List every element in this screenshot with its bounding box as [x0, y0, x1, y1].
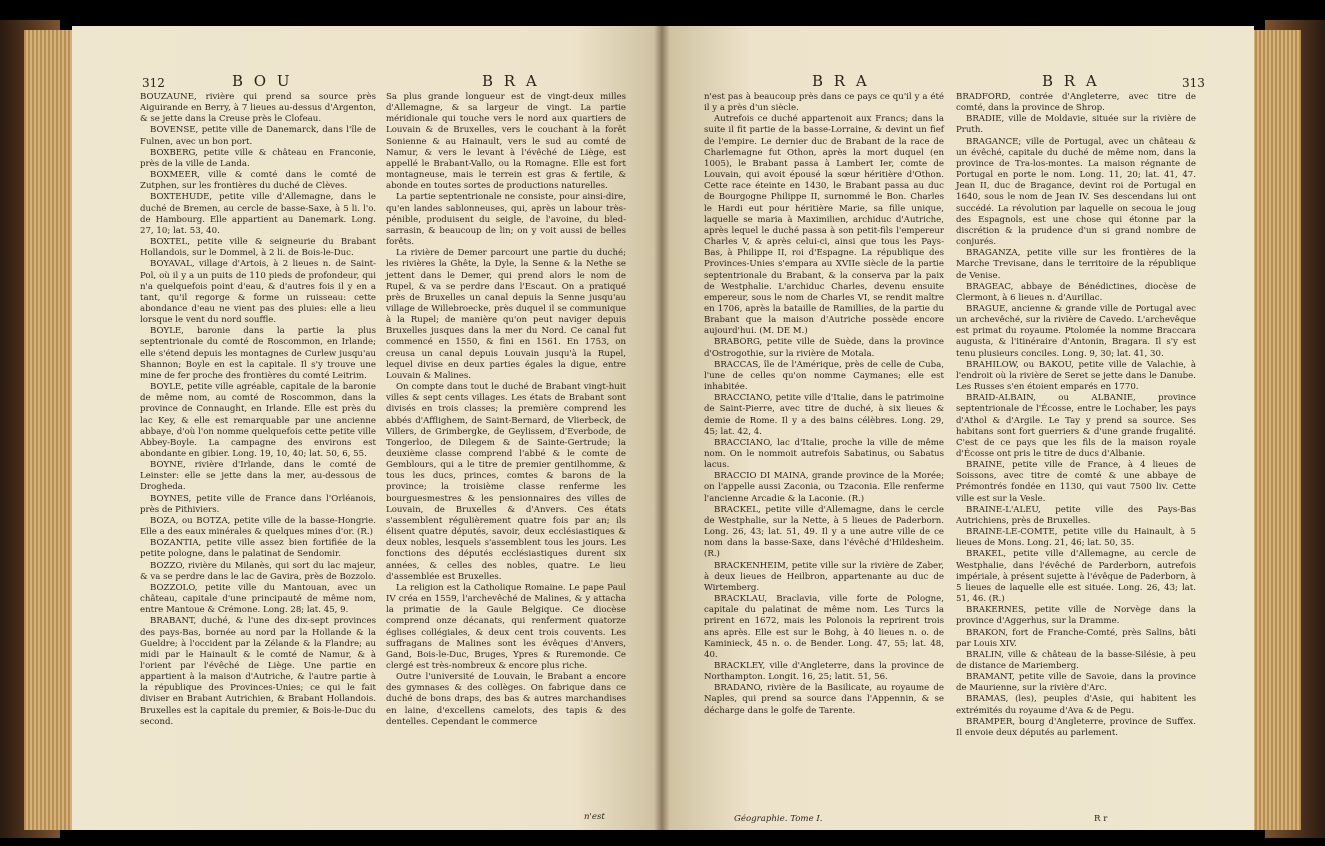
entry-paragraph: BRACKLAU, Braclavia, ville forte de Pologne, capitale du palatinat de même nom. Les Turcs la prirent en 1672, mais les Polonois la reprirent trois ans après. Elle est sur le Bohg, à 40 lieues n. o. de Kaminieck, 45 n. o. de Bender. Long. 47, 55; lat. 48, 40.	[704, 594, 944, 660]
entry-paragraph: On compte dans tout le duché de Brabant vingt-huit villes & sept cents villages. Les états de Brabant sont divisés en trois classes; la première comprend les abbés d'Afflighem, de Saint-Bernard, de Vlierbeck, de Villers, de Grimbergke, de Geylissem, d'Everbode, de Tongerloo, de Dilegem & de Sainte-Gertrude; la deuxième classe comprend l'abbé & le comte de Gemblours, qui a le titre de premier gentilhomme, & tous les ducs, princes, comtes & barons de la province; la troisième classe renferme les bourguesmestres & les pensionnaires des villes de Louvain, de Bruxelles & d'Anvers. Ces états s'assemblent régulièrement quatre fois par an; ils élisent quatre députés, savoir, deux ecclésiastiques & deux nobles, lesquels s'assemblent tous les jours. Les fonctions des députés ecclésiastiques durent six années, & celles des nobles, quatre. Le lieu d'assemblée est Bruxelles.	[386, 382, 626, 582]
right-page-edges	[1251, 30, 1301, 830]
entry-paragraph: BRAKON, fort de Franche-Comté, près Salins, bâti par Louis XIV.	[956, 627, 1196, 649]
entry-paragraph: BRALIN, ville & château de la basse-Silésie, à peu de distance de Mariemberg.	[956, 649, 1196, 671]
page-number: 313	[1182, 76, 1205, 90]
entry-paragraph: BRAGEAC, abbaye de Bénédictines, diocèse de Clermont, à 6 lieues n. d'Aurillac.	[956, 281, 1196, 303]
entry-paragraph: BRAGANCE; ville de Portugal, avec un château & un évêché, capitale du duché de même nom, dans la province de Tra-los-montes. La maison régnante de Portugal en porte le nom. Long. 11, 20; lat. 41, 47. Jean II, duc de Bragance, devint roi de Portugal en 1640, sous le nom de Jean IV. Ses descendans lui ont succédé. La révolution par laquelle on secoua le joug des Espagnols, est une chose qui étonne par la discrétion & la prudence d'un si grand nombre de conjurés.	[956, 136, 1196, 248]
entry-paragraph: BRAINE-LE-COMTE, petite ville du Hainault, à 5 lieues de Mons. Long. 21, 46; lat. 50, 35.	[956, 527, 1196, 549]
entry-paragraph: BRAKERNES, petite ville de Norvège dans la province d'Aggerhus, sur la Dramme.	[956, 605, 1196, 627]
entry-paragraph: BRAKEL, petite ville d'Allemagne, au cercle de Westphalie, dans l'évêché de Parderborn, autrefois impériale, à présent sujette à l'évêque de Paderborn, à 5 lieues de laquelle elle est située. Long. 26, 43; lat. 51, 46. (R.)	[956, 549, 1196, 605]
entry-paragraph: BRAHILOW, ou BAKOU, petite ville de Valachie, à l'endroit où la rivière de Seret se jette dans le Danube. Les Russes s'en étoient emparés en 1770.	[956, 359, 1196, 393]
entry-paragraph: BRACKENHEIM, petite ville sur la rivière de Zaber, à deux lieues de Heilbron, appartenante au duc de Wirtemberg.	[704, 560, 944, 593]
entry-paragraph: BRAGANZA, petite ville sur les frontières de la Marche Trevisane, dans le territoire de la république de Venise.	[956, 248, 1196, 281]
entry-paragraph: BOXBERG, petite ville & château en Franconie, près de la ville de Landa.	[140, 147, 376, 169]
entry-paragraph: BOXTEL, petite ville & seigneurie du Brabant Hollandois, sur le Dommel, à 2 li. de Bois-le-Duc.	[140, 237, 376, 259]
entry-paragraph: La religion est la Catholique Romaine. Le pape Paul IV créa en 1559, l'archevêché de Malines, & y attacha la primatie de la Gaule Belgique. Ce diocèse comprend onze décanats, qui renferment quatorze églises collégiales, & deux cent trois couvents. Les suffragans de Malines sont les évêques d'Anvers, Gand, Bois-le-Duc, Bruges, Ypres & Ruremonde. Ce clergé est très-nombreux & encore plus riche.	[386, 582, 626, 671]
entry-paragraph: BRACKEL, petite ville d'Allemagne, dans le cercle de Westphalie, sur la Nette, à 5 lieues de Paderborn. Long. 26, 43; lat. 51, 49. Il y a une autre ville de ce nom dans la basse-Saxe, dans l'évêché d'Hildesheim. (R.)	[704, 504, 944, 560]
running-head-left: B O U	[232, 72, 293, 90]
entry-paragraph: BRACCIANO, petite ville d'Italie, dans le patrimoine de Saint-Pierre, avec titre de duché, à six lieues & demie de Rome. Il y a des bains célèbres. Long. 29, 45; lat. 42, 4.	[704, 393, 944, 437]
signature-footer: Géographie. Tome I.	[734, 814, 823, 824]
entry-paragraph: BRADANO, rivière de la Basilicate, au royaume de Naples, qui prend sa source dans l'Appennin, & se décharge dans le golfe de Tarente.	[704, 683, 944, 716]
entry-paragraph: BOXMEER, ville & comté dans le comté de Zutphen, sur les frontières du duché de Clèves.	[140, 170, 376, 192]
right-page-column-2	[956, 92, 1196, 739]
entry-paragraph: BOZA, ou BOTZA, petite ville de la basse-Hongrie. Elle a des eaux minérales & quelques mines d'or. (R.)	[140, 515, 376, 538]
entry-paragraph: BRAGUE, ancienne & grande ville de Portugal avec un archevêché, sur la rivière de Cavedo. L'archevêque est primat du royaume. Ptolomée la nomme Braccara augusta, & l'itinéraire d'Antonin, Bragara. Il s'y est tenu plusieurs conciles. Long. 9, 30; lat. 41, 30.	[956, 303, 1196, 359]
entry-paragraph: BRADIE, ville de Moldavie, située sur la rivière de Pruth.	[956, 114, 1196, 136]
entry-paragraph: BRAINE-L'ALEU, petite ville des Pays-Bas Autrichiens, près de Bruxelles.	[956, 504, 1196, 526]
entry-paragraph: BRACCAS, île de l'Amérique, près de celle de Cuba, l'une de celles qu'on nomme Caymanes; elle est inhabitée.	[704, 359, 944, 393]
gutter	[654, 26, 670, 830]
entry-paragraph: BRABANT, duché, & l'une des dix-sept provinces des pays-Bas, bornée au nord par la Hollande & la Gueldre; à l'occident par la Zélande & la Flandre; au midi par le Hainault & le comté de Namur, & à l'orient par l'évêché de Liège. Une partie en appartient à la maison d'Autriche, & l'autre partie à la république des Provinces-Unies; ce qui le fait diviser en Brabant Autrichien, & Brabant Hollandois. Bruxelles est la capitale du premier, & Bois-le-Duc du second.	[140, 616, 376, 727]
entry-paragraph: BOXTEHUDE, petite ville d'Allemagne, dans le duché de Bremen, au cercle de basse-Saxe, à 5 li. l'o. de Hambourg. Elle appartient au Danemark. Long. 27, 10; lat. 53, 40.	[140, 192, 376, 236]
entry-paragraph: La partie septentrionale ne consiste, pour ainsi-dire, qu'en landes sablonneuses, qui, après un labour très-pénible, produisent du seigle, de l'avoine, du bled-sarrasin, & beaucoup de lin; on y voit aussi de belles forêts.	[386, 192, 626, 248]
entry-paragraph: BRAMAS, (les), peuples d'Asie, qui habitent les extrémités du royaume d'Ava & de Pegu.	[956, 694, 1196, 716]
signature-mark: R r	[1094, 814, 1108, 824]
entry-paragraph: BOZANTIA, petite ville assez bien fortifiée de la petite pologne, dans le palatinat de Sendomir.	[140, 538, 376, 560]
entry-paragraph: BOYAVAL, village d'Artois, à 2 lieues n. de Saint-Pol, où il y a un puits de 110 pieds de profondeur, qui n'a quelquefois point d'eau, & d'autres fois il y en a tant, qu'il regorge & forme un ruisseau: cette abondance d'eau ne vient pas des pluies: elle a lieu lorsque le vent du nord souffle.	[140, 259, 376, 326]
right-page-column-1	[704, 92, 944, 717]
running-head-right: B R A	[482, 72, 540, 90]
entry-paragraph: BRABORG, petite ville de Suède, dans la province d'Ostrogothie, sur la rivière de Motala.	[704, 337, 944, 359]
entry-paragraph: La rivière de Demer parcourt une partie du duché; les rivières la Ghête, la Dyle, la Senne & la Nethe se jettent dans le Demer, qui prend alors le nom de Rupel, & va se perdre dans l'Escaut. On a pratiqué près de Bruxelles un canal depuis la Senne jusqu'au village de Willebroecke, près duquel il se communique à la Rupel; de manière qu'on peut naviger depuis Bruxelles jusques dans la mer du Nord. Ce canal fut commencé en 1550, & fini en 1561. En 1753, on creusa un canal depuis Louvain jusqu'à la Rupel, lequel divise en deux parties égales la digue, entre Louvain & Malines.	[386, 248, 626, 381]
entry-paragraph: n'est pas à beaucoup près dans ce pays ce qu'il y a été il y a près d'un siècle.	[704, 92, 944, 114]
book	[0, 8, 1325, 838]
entry-paragraph: BOYLE, baronie dans la partie la plus septentrionale du comté de Roscommon, en Irlande; elle s'étend depuis les montagnes de Curlew jusqu'au Shannon; Boyle en est la capitale. Il s'y trouve une mine de fer proche des frontières du comté Leitrim.	[140, 326, 376, 381]
entry-paragraph: BOYNES, petite ville de France dans l'Orléanois, près de Pithiviers.	[140, 493, 376, 515]
entry-paragraph: BRAMPER, bourg d'Angleterre, province de Suffex. Il envoie deux députés au parlement.	[956, 716, 1196, 738]
entry-paragraph: BOUZAUNE, rivière qui prend sa source près Aiguirande en Berry, à 7 lieues au-dessus d'Argenton, & se jette dans la Creuse près le Clofeau.	[140, 92, 376, 125]
left-page-edges	[24, 30, 74, 830]
running-head-left: B R A	[812, 72, 870, 90]
entry-paragraph: BRACCIANO, lac d'Italie, proche la ville de même nom. On le nommoit autrefois Sabatinus, ou Sabatus lacus.	[704, 437, 944, 471]
entry-paragraph: BRACKLEY, ville d'Angleterre, dans la province de Northampton. Longit. 16, 25; latit. 51, 56.	[704, 660, 944, 683]
entry-paragraph: BOZZO, rivière du Milanès, qui sort du lac majeur, & va se perdre dans le lac de Gavira, près de Bozzolo.	[140, 560, 376, 582]
left-page-column-1	[140, 92, 376, 728]
entry-paragraph: BRACCIO DI MAINA, grande province de la Morée; on l'appelle aussi Zaconia, ou Tzaconia. Elle renferme l'ancienne Arcadie & la Laconie. (R.)	[704, 471, 944, 504]
page-number: 312	[142, 76, 165, 90]
entry-paragraph: Outre l'université de Louvain, le Brabant a encore des gymnases & des collèges. On fabrique dans ce duché de bons draps, des bas & autres marchandises en laine, d'excellens camelots, des tapis & des dentelles. Cependant le commerce	[386, 672, 626, 727]
entry-paragraph: BOZZOLO, petite ville du Mantouan, avec un château, capitale d'une principauté de même nom, entre Mantoue & Crémone. Long. 28; lat. 45, 9.	[140, 582, 376, 616]
entry-paragraph: BOVENSE, petite ville de Danemarck, dans l'île de Fulnen, avec un bon port.	[140, 125, 376, 147]
entry-paragraph: BOYNE, rivière d'Irlande, dans le comté de Leinster: elle se jette dans la mer, au-dessous de Drogheda.	[140, 460, 376, 493]
catchword: n'est	[584, 812, 605, 822]
running-head-right: B R A	[1042, 72, 1100, 90]
entry-paragraph: BRAID-ALBAIN, ou ALBANIE, province septentrionale de l'Écosse, entre le Lochaber, les pays d'Athol & d'Argile. Le Tay y prend sa source. Ses habitans sont fort guerriers & d'une grande frugalité. C'est de ce pays que les fils de la maison royale d'Écosse ont pris le titre de ducs d'Albanie.	[956, 393, 1196, 459]
entry-paragraph: BRAINE, petite ville de France, à 4 lieues de Soissons, avec titre de comté & une abbaye de Prémontrés fondée en 1130, qui vaut 7500 liv. Cette ville est sur la Vesle.	[956, 460, 1196, 504]
right-page	[662, 26, 1254, 830]
entry-paragraph: BOYLE, petite ville agréable, capitale de la baronie de même nom, au comté de Roscommon, dans la province de Connaught, en Irlande. Elle est près du lac Key, & elle est remarquable par une ancienne abbaye, d'où l'on nomme quelquefois cette petite ville Abbey-Boyle. La campagne des environs est abondante en gibier. Long. 19, 10, 40; lat. 50, 6, 55.	[140, 382, 376, 459]
entry-paragraph: Autrefois ce duché appartenoit aux Francs; dans la suite il fit partie de la basse-Lorraine, & devint un fief de l'empire. Le dernier duc de Brabant de la race de Charlemagne fut Othon, après la mort duquel (en 1005), le Brabant passa à Lambert Ier, comte de Louvain, qui avoit épousé la sœur héritière d'Othon. Cette race éteinte en 1430, le Brabant passa au duc de Bourgogne Philippe II, surnommé le Bon. Charles le Hardi eut pour héritière Marie, sa fille unique, laquelle se maria à Maximilien, archiduc d'Autriche, après lequel le duché passa à son petit-fils l'empereur Charles V, & après celui-ci, ainsi que tous les Pays-Bas, à Philippe II, roi d'Espagne. La république des Provinces-Unies s'empara au XVIIe siècle de la partie septentrionale du Brabant, & la conserva par la paix de Westphalie. L'archiduc Charles, devenu ensuite empereur, sous le nom de Charles VI, se rendit maître en 1706, après la bataille de Ramillies, de la partie du Brabant que la maison d'Autriche possède encore aujourd'hui. (M. DE M.)	[704, 114, 944, 337]
entry-paragraph: BRAMANT, petite ville de Savoie, dans la province de Maurienne, sur la rivière d'Arc.	[956, 672, 1196, 694]
entry-paragraph: Sa plus grande longueur est de vingt-deux milles d'Allemagne, & sa largeur de vingt. La partie méridionale qui touche vers le nord aux quartiers de Louvain & de Bruxelles, vers le couchant à la forêt Sonienne & au Hainault, vers le sud au comté de Namur, & vers le levant à l'évêché de Liège, est appellé le Brabant-Vallo, ou la Romagne. Elle est fort montagneuse, mais le terrein est gras & fertile, & abonde en toutes sortes de productions naturelles.	[386, 92, 626, 192]
entry-paragraph: BRADFORD, contrée d'Angleterre, avec titre de comté, dans la province de Shrop.	[956, 92, 1196, 114]
left-page	[72, 26, 662, 830]
left-page-column-2	[386, 92, 626, 728]
